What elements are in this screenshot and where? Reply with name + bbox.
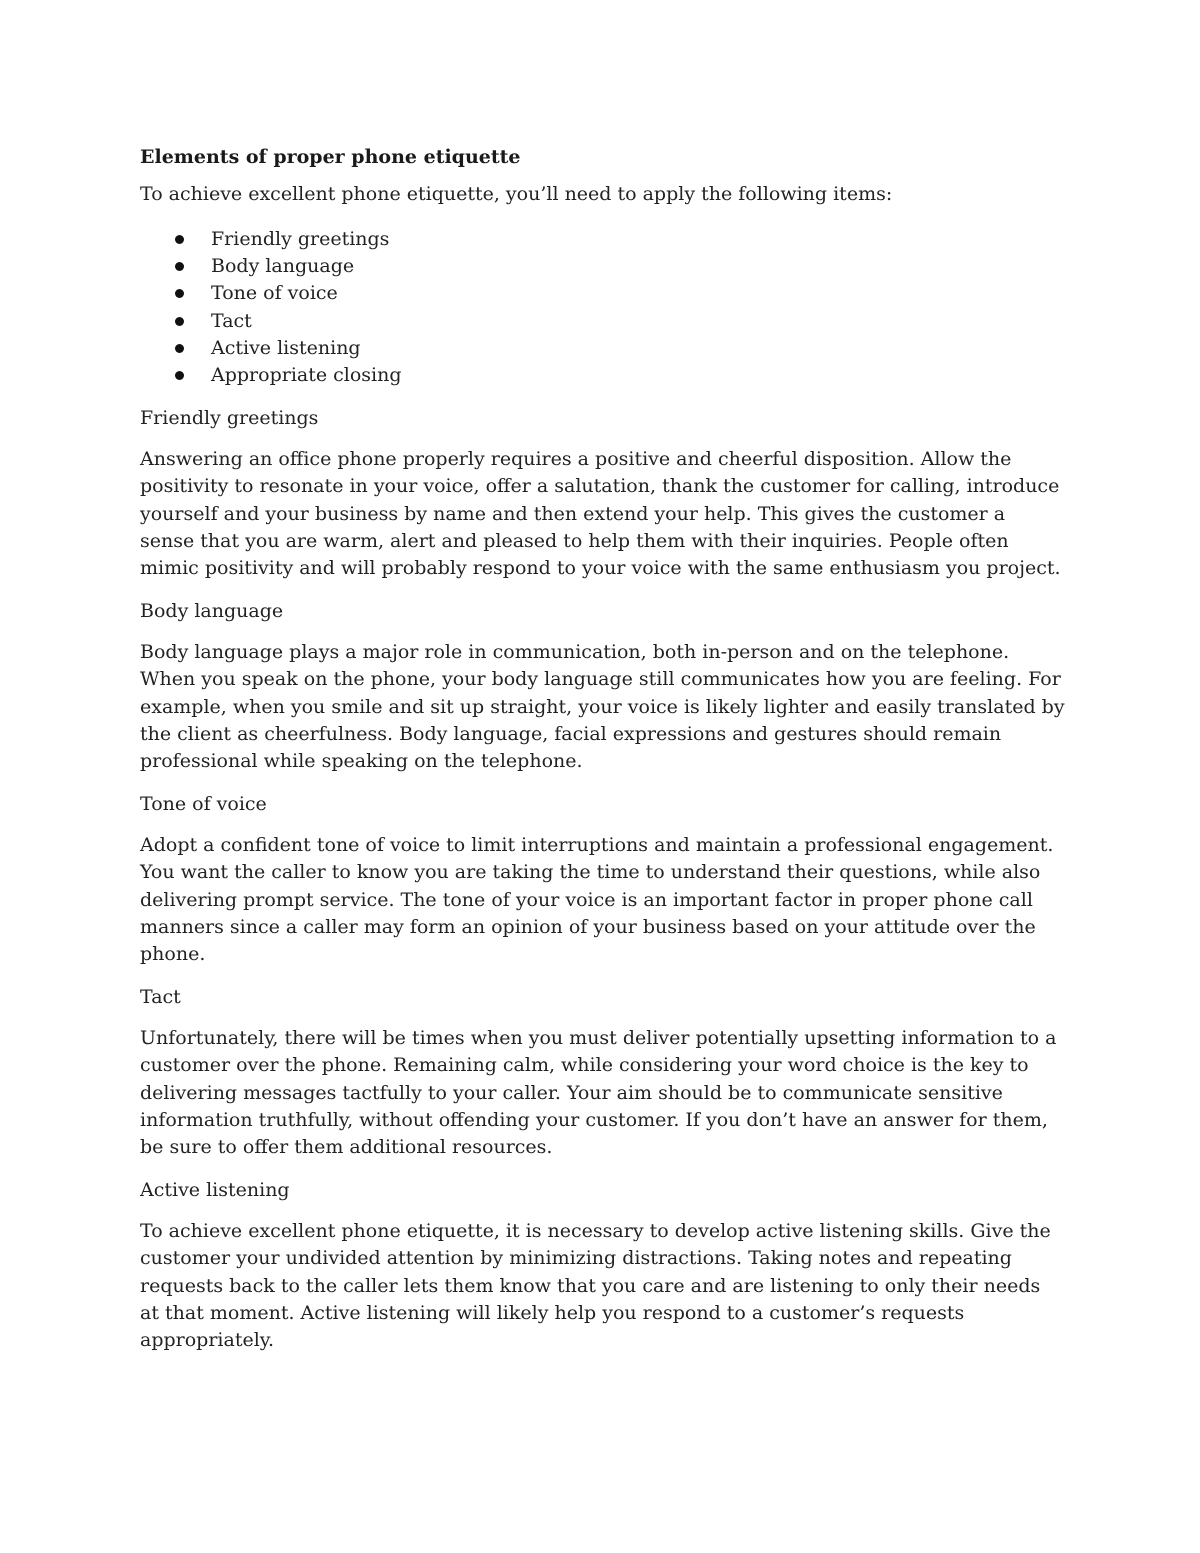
list-item-label: Friendly greetings [211,228,390,250]
section-body: Answering an office phone properly requires a positive and cheerful disposition. Allow the positivity to resonate in your voice, offer a salutation, thank the customer for calling, introduce yourself and your business by name and then extend your help. This gives the customer a sense that you are warm, alert and pleased to help them with their inquiries. People often mimic positivity and will probably respond to your voice with the same enthusiasm you project. [140,448,1061,580]
list-item-label: Tone of voice [211,282,338,305]
section-tone-of-voice [140,791,1065,968]
section-body-language [140,598,1065,775]
bullet-icon [175,235,184,244]
section-body: Body language plays a major role in communication, both in-person and on the telephone. When you speak on the phone, your body language still communicates how you are feeling. For example, when you smile and sit up straight, your voice is likely lighter and easily translated by the client as cheerfulness. Body language, facial expressions and gestures should remain professional while speaking on the telephone. [140,641,1065,773]
section-heading: Tone of voice [140,793,267,816]
section-heading: Active listening [140,1179,290,1202]
list-item [140,226,1065,253]
list-item [140,308,1065,335]
bullet-icon [175,344,184,353]
list-item [140,280,1065,307]
document-title: Elements of proper phone etiquette [140,146,521,168]
intro-paragraph: To achieve excellent phone etiquette, you’ll need to apply the following items: [140,183,893,205]
section-tact [140,984,1065,1161]
bullet-icon [175,317,184,326]
section-body: Adopt a confident tone of voice to limit interruptions and maintain a professional engagement. You want the caller to know you are taking the time to understand their questions, while also delivering prompt service. The tone of your voice is an important factor in proper phone call manners since a caller may form an opinion of your business based on your attitude over the phone. [140,834,1054,966]
list-item-label: Active listening [211,336,361,359]
list-item [140,253,1065,280]
section-heading: Tact [140,986,181,1009]
list-item-label: Appropriate closing [211,364,402,387]
bullet-icon [175,371,184,380]
section-friendly-greetings [140,405,1065,582]
section-body: Unfortunately, there will be times when you must deliver potentially upsetting information to a customer over the phone. Remaining calm, while considering your word choice is the key to delivering messages tactfully to your caller. Your aim should be to communicate sensitive information truthfully, without offending your customer. If you don’t have an answer for them, be sure to offer them additional resources. [140,1027,1057,1159]
section-active-listening [140,1177,1065,1354]
list-item [140,362,1065,389]
list-item-label: Body language [211,255,355,278]
bullet-icon [175,262,184,271]
list-item-label: Tact [211,309,252,332]
section-body: To achieve excellent phone etiquette, it is necessary to develop active listening skills. Give the customer your undivided attention by minimizing distractions. Taking notes and repeating requests back to the caller lets them know that you care and are listening to only their needs at that moment. Active listening will likely help you respond to a customer’s requests appropriately. [140,1220,1051,1352]
section-heading: Friendly greetings [140,407,319,430]
section-heading: Body language [140,600,284,623]
bullet-list [140,226,1065,389]
list-item [140,335,1065,362]
bullet-icon [175,289,184,298]
document-page [140,143,1065,1370]
